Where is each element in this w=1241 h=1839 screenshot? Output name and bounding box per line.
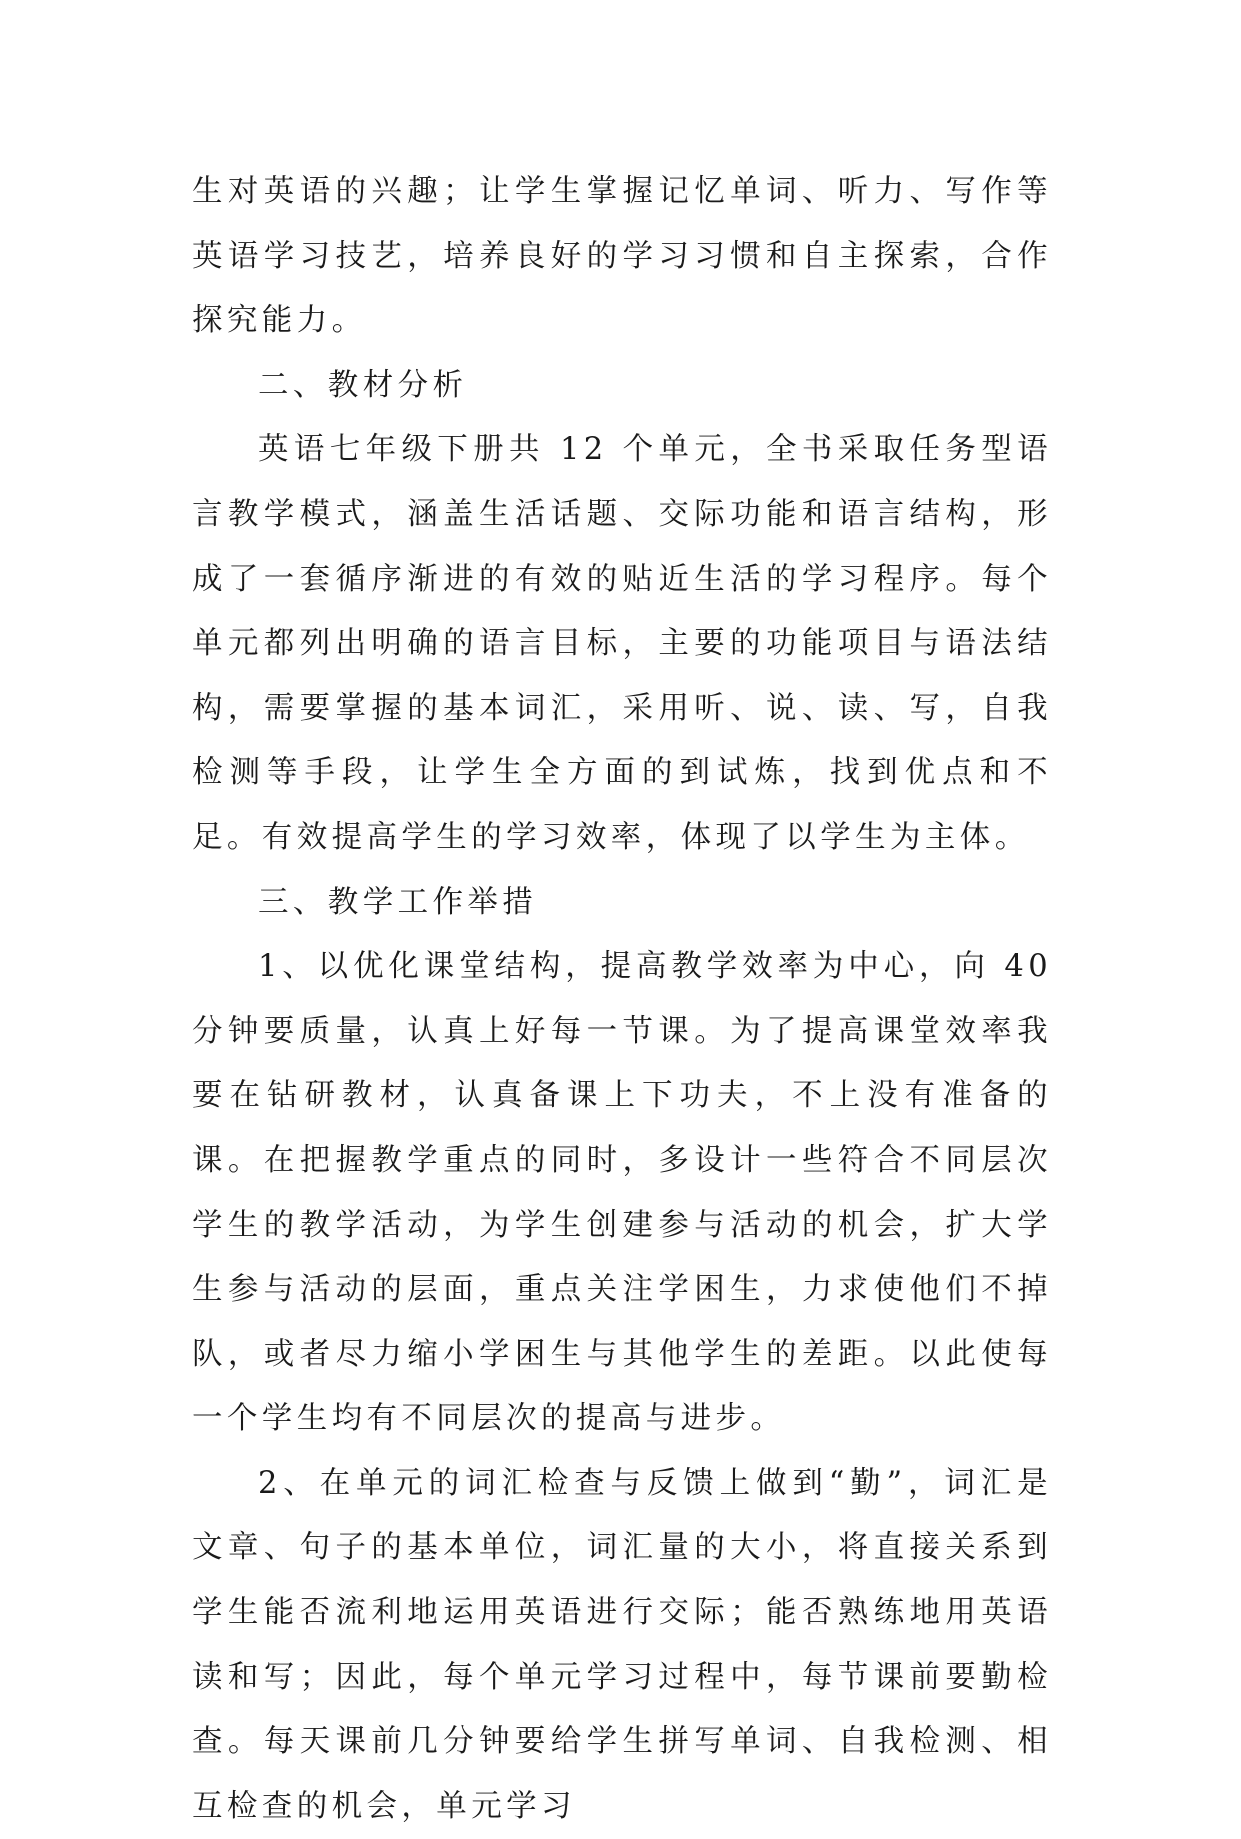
paragraph-textbook-analysis: 英语七年级下册共 12 个单元，全书采取任务型语言教学模式，涵盖生活话题、交际功能和语言结构，形成了一套循序渐进的有效的贴近生活的学习程序。每个单元都列出明确的语言目标，主要的功能项目与语法结构，需要掌握的基本词汇，采用听、说、读、写，自我检测等手段，让学生全方面的到试炼，找到优点和不足。有效提高学生的学习效率，体现了以学生为主体。 (192, 432, 1052, 855)
section-heading-teaching-measures: 三、教学工作举措 (258, 884, 538, 920)
paragraph-measure-1: 1、以优化课堂结构，提高教学效率为中心，向 40 分钟要质量，认真上好每一节课。为了提高课堂效率我要在钻研教材，认真备课上下功夫，不上没有准备的课。在把握教学重点的同时，多设计一些符合不同层次学生的教学活动，为学生创建参与活动的机会，扩大学生参与活动的层面，重点关注学困生，力求使他们不掉队，或者尽力缩小学困生与其他学生的差距。以此使每一个学生均有不同层次的提高与进步。 (192, 949, 1052, 1437)
document-body (192, 160, 1052, 1839)
paragraph-measure-2: 2、在单元的词汇检查与反馈上做到“勤”，词汇是文章、句子的基本单位，词汇量的大小，将直接关系到学生能否流利地运用英语进行交际；能否熟练地用英语读和写；因此，每个单元学习过程中，每节课前要勤检查。每天课前几分钟要给学生拼写单词、自我检测、相互检查的机会，单元学习 (192, 1465, 1052, 1824)
section-heading-textbook-analysis: 二、教材分析 (258, 367, 468, 403)
continuation-paragraph: 生对英语的兴趣；让学生掌握记忆单词、听力、写作等英语学习技艺，培养良好的学习习惯和自主探索，合作探究能力。 (192, 174, 1052, 339)
